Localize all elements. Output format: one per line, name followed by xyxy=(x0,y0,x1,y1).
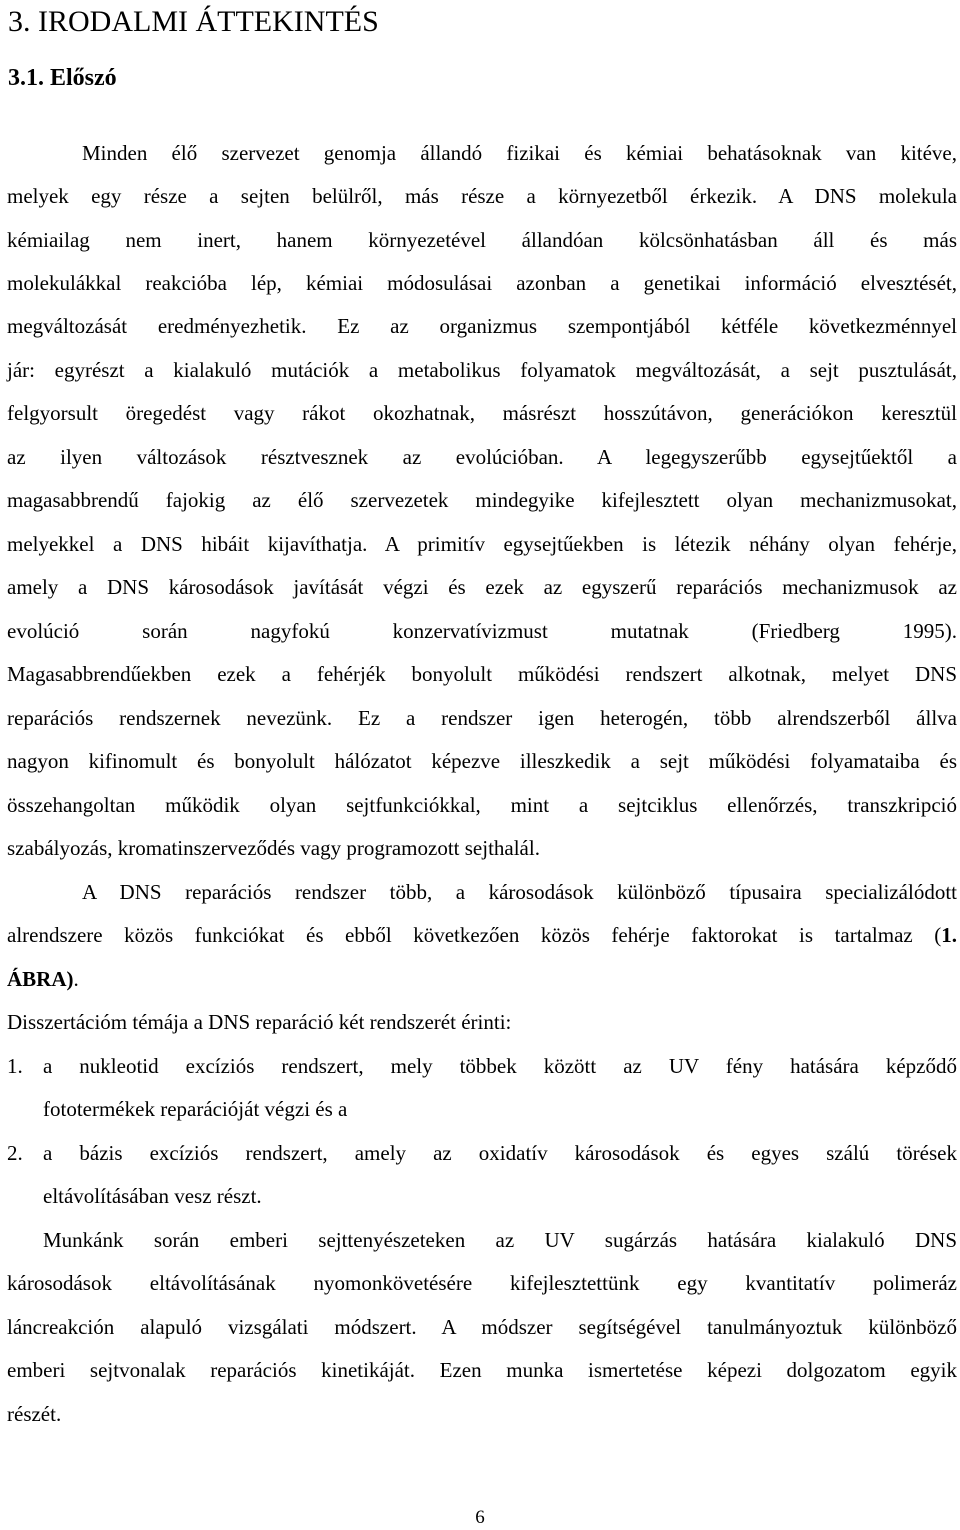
text-line: láncreakción alapuló vizsgálati módszert. A módszer segítségével tanulmányoztuk különböző xyxy=(7,1315,957,1339)
text-line: fototermékek reparációját végzi és a xyxy=(43,1097,348,1121)
chapter-title: 3. IRODALMI ÁTTEKINTÉS xyxy=(8,5,379,38)
text-line xyxy=(7,965,957,993)
text-run: alrendszere közös funkciókat és ebből következően közös fehérje faktorokat is tartalmaz ( xyxy=(7,923,942,947)
text-line: felgyorsult öregedést vagy rákot okozhatnak, másrészt hosszútávon, generációkon keresztül xyxy=(7,401,957,425)
text-line: a bázis excíziós rendszert, amely az oxidatív károsodások és egyes szálú törések xyxy=(43,1141,957,1165)
list-number: 2. xyxy=(7,1141,23,1165)
text-line: a nukleotid excíziós rendszert, mely többek között az UV fény hatására képződő xyxy=(43,1054,957,1078)
page-number: 6 xyxy=(475,1507,485,1528)
figure-reference: 1. xyxy=(941,923,957,947)
text-line xyxy=(7,921,957,949)
text-line: Magasabbrendűekben ezek a fehérjék bonyolult működési rendszert alkotnak, melyet DNS xyxy=(7,662,957,686)
text-line: károsodások eltávolításának nyomonkövetésére kifejlesztettünk egy kvantitatív polimeráz xyxy=(7,1271,957,1295)
text-line: reparációs rendszernek nevezünk. Ez a rendszer igen heterogén, több alrendszerből állva xyxy=(7,706,957,730)
section-title: 3.1. Előszó xyxy=(8,65,117,91)
text-line: evolúció során nagyfokú konzervatívizmust mutatnak (Friedberg 1995). xyxy=(7,619,957,643)
figure-reference: ÁBRA) xyxy=(7,967,74,991)
text-line: Minden élő szervezet genomja állandó fizikai és kémiai behatásoknak van kitéve, xyxy=(82,141,957,165)
text-line: jár: egyrészt a kialakuló mutációk a metabolikus folyamatok megváltozását, a sejt pusztulását, xyxy=(7,358,957,382)
text-line: A DNS reparációs rendszer több, a károsodások különböző típusaira specializálódott xyxy=(82,880,957,904)
text-line: szabályozás, kromatinszerveződés vagy programozott sejthalál. xyxy=(7,836,540,860)
text-line: magasabbrendű fajokig az élő szervezetek mindegyike kifejlesztett olyan mechanizmusokat, xyxy=(7,488,957,512)
list-intro: Disszertációm témája a DNS reparáció két rendszerét érinti: xyxy=(7,1010,512,1034)
list-number: 1. xyxy=(7,1054,23,1078)
text-line: kémiailag nem inert, hanem környezetével állandóan kölcsönhatásban áll és más xyxy=(7,228,957,252)
text-line: emberi sejtvonalak reparációs kinetikáját. Ezen munka ismertetése képezi dolgozatom egyik xyxy=(7,1358,957,1382)
text-line: az ilyen változások résztvesznek az evolúcióban. A legegyszerűbb egysejtűektől a xyxy=(7,445,957,469)
text-line: molekulákkal reakcióba lép, kémiai módosulásai azonban a genetikai információ elvesztését, xyxy=(7,271,957,295)
text-line: megváltozását eredményezhetik. Ez az organizmus szempontjából kétféle következménnyel xyxy=(7,314,957,338)
text-line: amely a DNS károsodások javítását végzi és ezek az egyszerű reparációs mechanizmusok az xyxy=(7,575,957,599)
text-line: melyekkel a DNS hibáit kijavíthatja. A primitív egysejtűekben is létezik néhány olyan fehérje, xyxy=(7,532,957,556)
text-line: eltávolításában vesz részt. xyxy=(43,1184,262,1208)
text-line: Munkánk során emberi sejttenyészeteken az UV sugárzás hatására kialakuló DNS xyxy=(43,1228,957,1252)
text-run: . xyxy=(73,967,79,991)
text-line: melyek egy része a sejten belülről, más része a környezetből érkezik. A DNS molekula xyxy=(7,184,957,208)
text-line: nagyon kifinomult és bonyolult hálózatot képezve illeszkedik a sejt működési folyamataiba és xyxy=(7,749,957,773)
text-line: részét. xyxy=(7,1402,62,1426)
text-line: összehangoltan működik olyan sejtfunkciókkal, mint a sejtciklus ellenőrzés, transzkripció xyxy=(7,793,957,817)
